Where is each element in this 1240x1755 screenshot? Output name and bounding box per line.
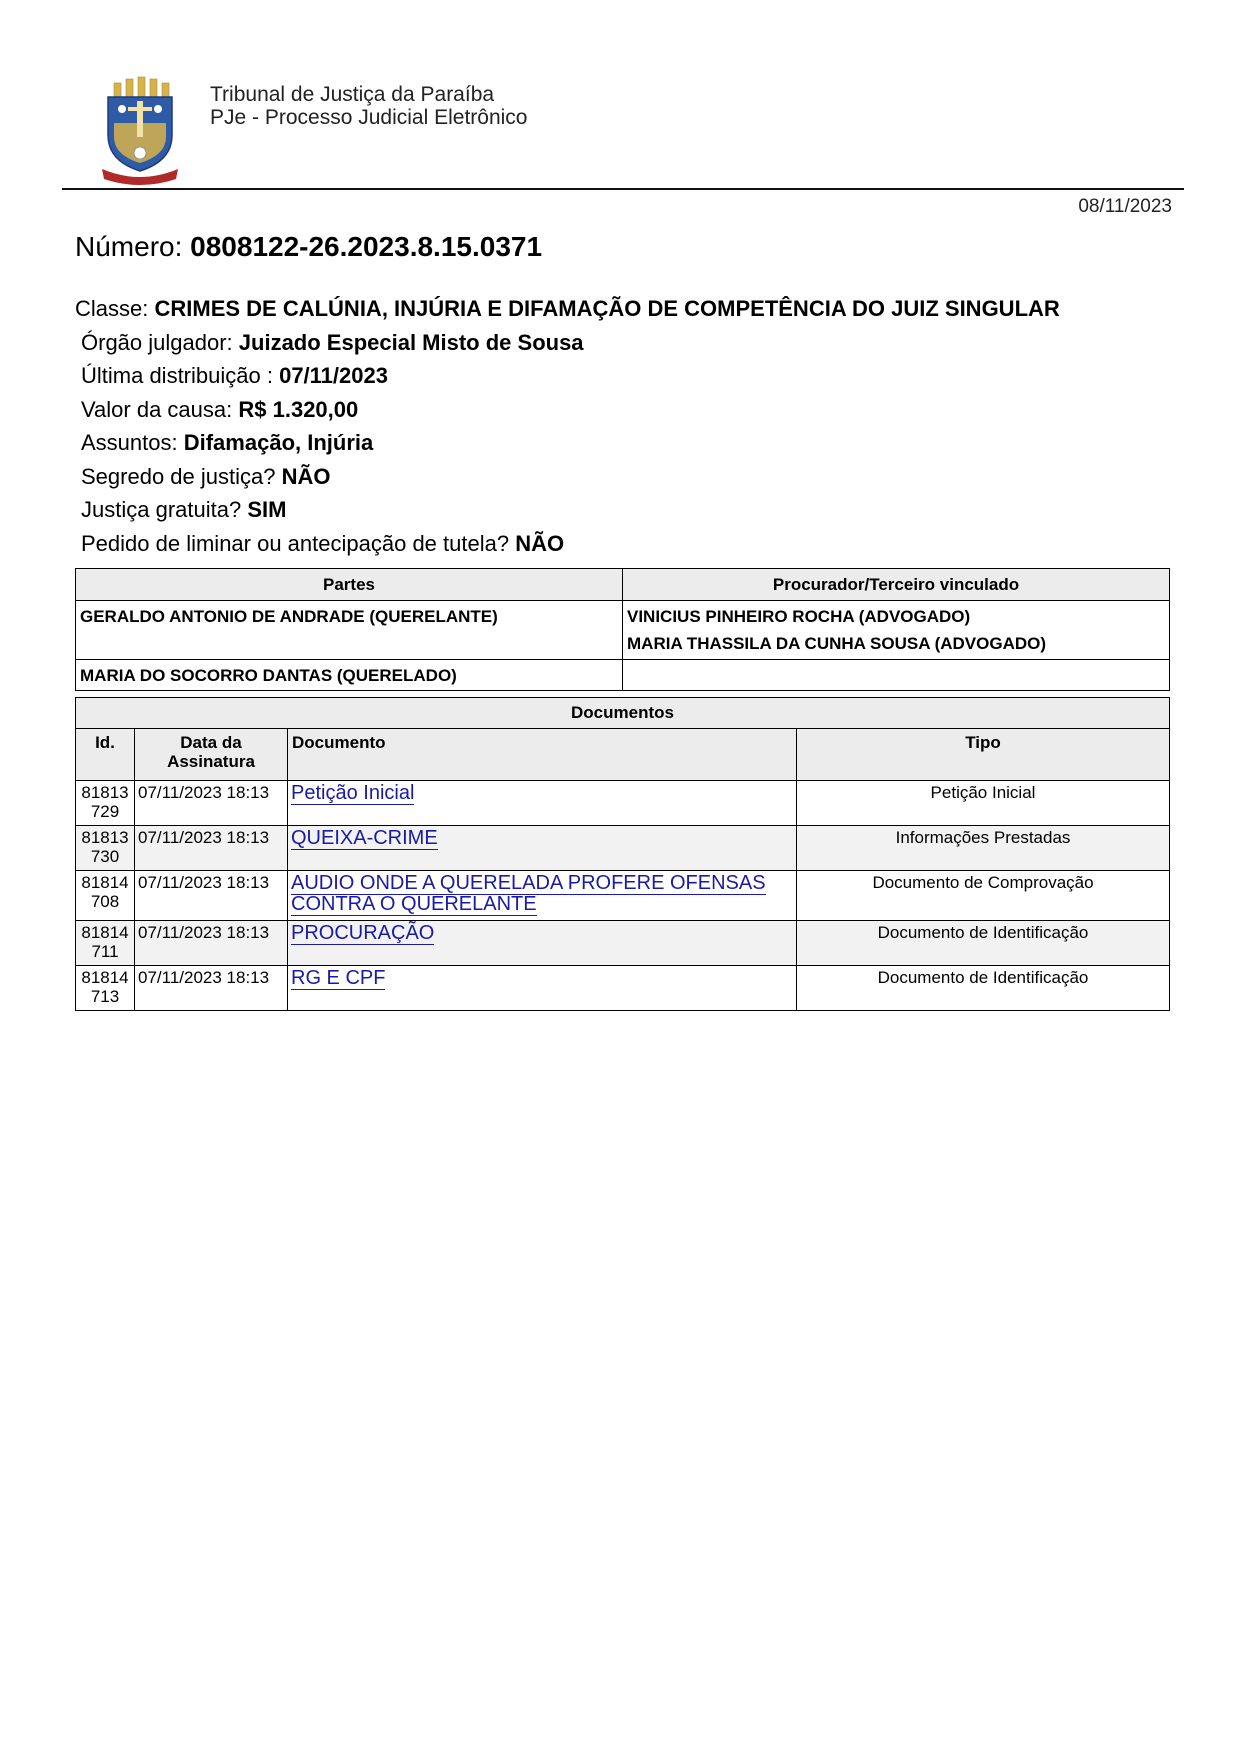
parte-cell: MARIA DO SOCORRO DANTAS (QUERELADO) [76, 660, 623, 691]
doc-tipo: Documento de Identificação [797, 966, 1170, 1011]
doc-id-part: 81814 [81, 968, 129, 987]
doc-id-part: 730 [90, 847, 120, 866]
doc-link-cell [288, 966, 797, 1011]
col-id-header: Id. [76, 729, 135, 781]
header-divider [62, 188, 1184, 190]
document-link[interactable]: PROCURAÇÃO [291, 922, 435, 944]
process-number [75, 231, 542, 263]
table-row [76, 966, 1170, 1011]
doc-tipo: Petição Inicial [797, 781, 1170, 826]
meta-value: SIM [247, 497, 287, 522]
doc-tipo: Documento de Comprovação [797, 871, 1170, 921]
meta-label: Valor da causa: [81, 396, 233, 422]
process-metadata [75, 292, 1060, 560]
document-link[interactable]: QUEIXA-CRIME [291, 827, 438, 849]
procurador-header: Procurador/Terceiro vinculado [623, 569, 1170, 601]
meta-value: NÃO [515, 530, 565, 556]
documents-title-row [76, 698, 1170, 729]
meta-value: Juizado Especial Misto de Sousa [238, 329, 584, 355]
doc-id [76, 781, 135, 826]
meta-value: 07/11/2023 [279, 363, 388, 388]
meta-label: Última distribuição : [81, 363, 273, 388]
table-row [76, 601, 1170, 660]
document-link[interactable]: RG E CPF [291, 967, 386, 989]
doc-date: 07/11/2023 18:13 [135, 826, 288, 871]
col-data-header-line1: Data da [180, 733, 242, 752]
meta-liminar [75, 527, 1060, 561]
procurador-name: VINICIUS PINHEIRO ROCHA (ADVOGADO) [627, 607, 971, 626]
meta-label: Justiça gratuita? [81, 497, 242, 522]
court-coat-of-arms-icon [100, 75, 180, 185]
meta-gratuita [75, 493, 1060, 527]
doc-tipo: Informações Prestadas [797, 826, 1170, 871]
procurador-name: MARIA THASSILA DA CUNHA SOUSA (ADVOGADO) [627, 634, 1047, 653]
court-name: Tribunal de Justiça da Paraíba [210, 83, 495, 106]
doc-id-part: 713 [90, 987, 120, 1006]
meta-label: Órgão julgador: [81, 329, 233, 355]
document-link[interactable]: Petição Inicial [291, 782, 415, 804]
documents-table [75, 697, 1170, 1011]
meta-classe [75, 292, 1060, 326]
meta-distribuicao [75, 359, 1060, 393]
meta-value: CRIMES DE CALÚNIA, INJÚRIA E DIFAMAÇÃO DE COMPETÊNCIA DO JUIZ SINGULAR [154, 296, 1060, 321]
table-row [76, 781, 1170, 826]
doc-link-cell [288, 781, 797, 826]
doc-link-cell [288, 826, 797, 871]
meta-valor [75, 393, 1060, 427]
doc-date: 07/11/2023 18:13 [135, 781, 288, 826]
col-tipo-header: Tipo [797, 729, 1170, 781]
document-link[interactable]: AUDIO ONDE A QUERELADA PROFERE OFENSAS CONTRA O QUERELANTE [291, 872, 766, 915]
doc-date: 07/11/2023 18:13 [135, 966, 288, 1011]
partes-header: Partes [76, 569, 623, 601]
documents-header-row [76, 729, 1170, 781]
procurador-cell [623, 601, 1170, 660]
system-name: PJe - Processo Judicial Eletrônico [210, 106, 528, 129]
documents-title: Documentos [76, 698, 1170, 729]
partes-table [75, 568, 1170, 691]
procurador-cell [623, 660, 1170, 691]
col-data-header-line2: Assinatura [167, 752, 255, 771]
doc-id-part: 81813 [81, 783, 129, 802]
doc-id [76, 921, 135, 966]
meta-label: Pedido de liminar ou antecipação de tutela? [81, 530, 510, 556]
process-number-label: Número: [75, 231, 183, 262]
doc-id-part: 81813 [81, 828, 129, 847]
table-row [76, 826, 1170, 871]
page-header [100, 70, 1180, 190]
doc-id [76, 826, 135, 871]
doc-link-cell [288, 871, 797, 921]
meta-label: Assuntos: [81, 430, 178, 455]
meta-label: Classe: [75, 296, 149, 321]
doc-id [76, 966, 135, 1011]
doc-link-cell [288, 921, 797, 966]
meta-assuntos [75, 426, 1060, 460]
meta-segredo [75, 460, 1060, 494]
doc-id [76, 871, 135, 921]
meta-label: Segredo de justiça? [81, 463, 276, 489]
col-data-header [135, 729, 288, 781]
print-date: 08/11/2023 [1078, 196, 1172, 217]
doc-tipo: Documento de Identificação [797, 921, 1170, 966]
parte-cell: GERALDO ANTONIO DE ANDRADE (QUERELANTE) [76, 601, 623, 660]
meta-value: NÃO [281, 463, 331, 489]
table-row [76, 660, 1170, 691]
doc-id-part: 729 [90, 802, 120, 821]
doc-id-part: 711 [91, 942, 119, 961]
meta-value: Difamação, Injúria [183, 430, 374, 455]
doc-id-part: 81814 [81, 923, 129, 942]
meta-orgao [75, 326, 1060, 360]
doc-date: 07/11/2023 18:13 [135, 871, 288, 921]
doc-date: 07/11/2023 18:13 [135, 921, 288, 966]
process-number-value: 0808122-26.2023.8.15.0371 [190, 231, 543, 262]
header-text [210, 83, 527, 129]
meta-value: R$ 1.320,00 [238, 396, 359, 422]
partes-header-row [76, 569, 1170, 601]
table-row [76, 921, 1170, 966]
doc-id-part: 81814 [81, 873, 129, 892]
doc-id-part: 708 [90, 892, 120, 911]
table-row [76, 871, 1170, 921]
col-documento-header: Documento [288, 729, 797, 781]
